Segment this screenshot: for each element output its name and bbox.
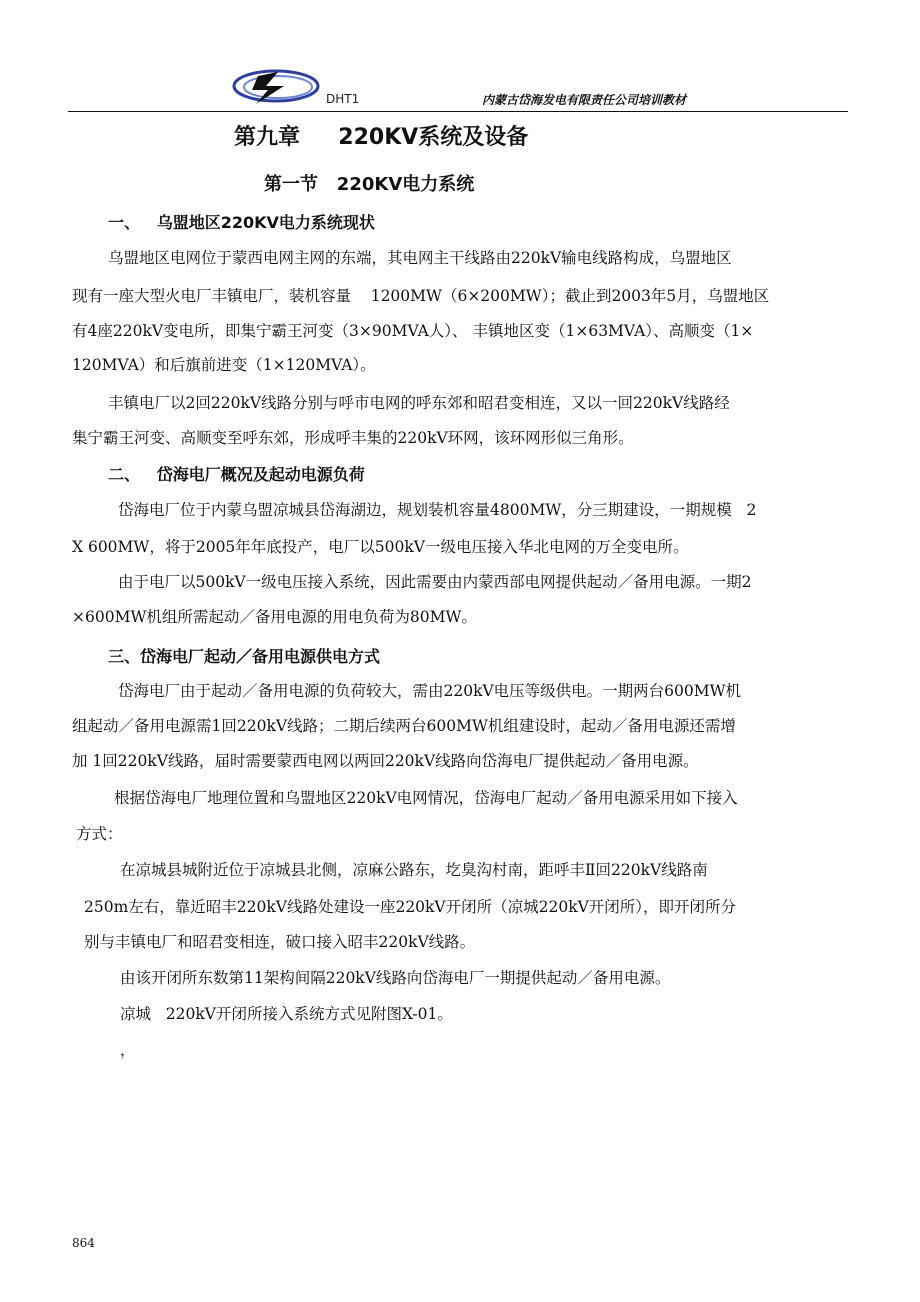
- text-line: 别与丰镇电厂和昭君变相连，破口接入昭丰220kV线路。: [84, 933, 476, 951]
- text-line: 凉城 220kV开闭所接入系统方式见附图X-01。: [120, 1005, 453, 1023]
- text-line: X 600MW，将于2005年年底投产，电厂以500kV一级电压接入华北电网的万全变电所。: [72, 538, 689, 556]
- text-line: 加 1回220kV线路，届时需要蒙西电网以两回220kV线路向岱海电厂提供起动／备用电源。: [72, 752, 699, 770]
- text-line: ，: [120, 1041, 136, 1059]
- page-number: 864: [72, 1236, 95, 1250]
- text-line: 有4座220kV变电所，即集宁霸王河变（3×90MVA人）、 丰镇地区变（1×63MVA）、高顺变（1×: [72, 322, 754, 340]
- text-line: 集宁霸王河变、高顺变至呼东郊，形成呼丰集的220kV环网，该环网形似三角形。: [72, 429, 634, 447]
- text-line: 250m左右，靠近昭丰220kV线路处建设一座220kV开闭所（凉城220kV开闭所），即开闭所分: [84, 898, 737, 916]
- text-line: 岱海电厂由于起动／备用电源的负荷较大，需由220kV电压等级供电。一期两台600MW机: [118, 682, 742, 700]
- header-divider: [68, 111, 848, 112]
- text-line: 现有一座大型火电厂丰镇电厂，装机容量 1200MW（6×200MW）；截止到2003年5月，乌盟地区: [72, 287, 770, 305]
- chapter-title: 第九章 220KV系统及设备: [234, 125, 529, 150]
- logo-text: DHT1: [326, 92, 360, 106]
- text-line: 由于电厂以500kV一级电压接入系统，因此需要由内蒙西部电网提供起动／备用电源。一期2: [118, 573, 752, 591]
- text-line: ×600MW机组所需起动／备用电源的用电负荷为80MW。: [72, 608, 477, 626]
- heading-3: 三、岱海电厂起动／备用电源供电方式: [108, 647, 381, 666]
- text-line: 在凉城县城附近位于凉城县北侧，凉麻公路东，圪臭沟村南，距呼丰Ⅱ回220kV线路南: [120, 861, 708, 879]
- text-line: 岱海电厂位于内蒙乌盟凉城县岱海湖边，规划装机容量4800MW，分三期建设，一期规模 2: [118, 501, 757, 519]
- company-logo: [222, 66, 322, 108]
- text-line: 方式：: [76, 825, 123, 843]
- text-line: 由该开闭所东数第11架构间隔220kV线路向岱海电厂一期提供起动／备用电源。: [120, 969, 671, 987]
- text-line: 乌盟地区电网位于蒙西电网主网的东端，其电网主干线路由220kV输电线路构成，乌盟地区: [108, 249, 732, 267]
- text-line: 120MVA）和后旗前进变（1×120MVA）。: [72, 356, 376, 374]
- section-title: 第一节 220KV电力系统: [264, 174, 475, 195]
- heading-2: 二、 岱海电厂概况及起动电源负荷: [108, 465, 365, 484]
- text-line: 根据岱海电厂地理位置和乌盟地区220kV电网情况，岱海电厂起动／备用电源采用如下接入: [114, 789, 738, 807]
- text-line: 组起动／备用电源需1回220kV线路；二期后续两台600MW机组建设时，起动／备用电源还需增: [72, 717, 736, 735]
- heading-1: 一、 乌盟地区220KV电力系统现状: [108, 213, 375, 232]
- company-name: 内蒙古岱海发电有限责任公司培训教材: [482, 93, 687, 107]
- text-line: 丰镇电厂以2回220kV线路分别与呼市电网的呼东郊和昭君变相连，又以一回220kV线路经: [108, 394, 730, 412]
